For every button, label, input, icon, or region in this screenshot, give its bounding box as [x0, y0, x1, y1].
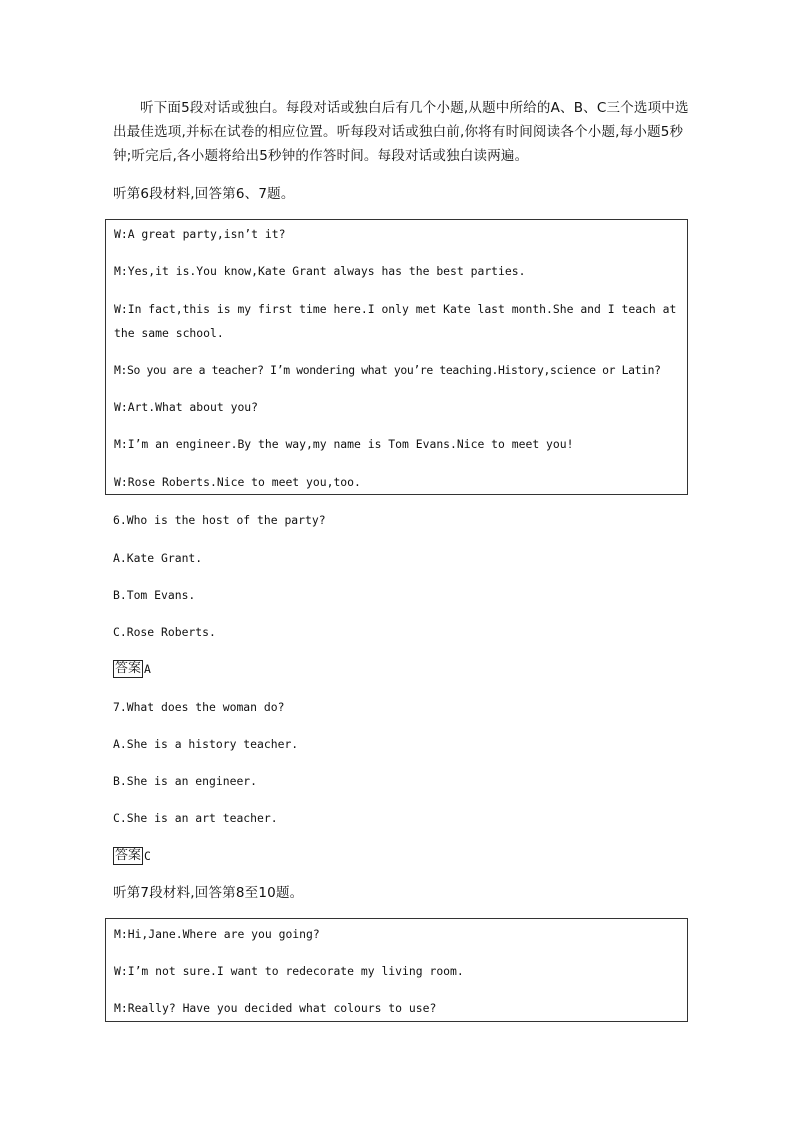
- question-6-option-b: B.Tom Evans.: [113, 588, 196, 602]
- dialogue-line: M:Yes,it is.You know,Kate Grant always has the best parties.: [114, 264, 526, 278]
- dialogue-line: M:Hi,Jane.Where are you going?: [114, 927, 320, 941]
- answer-label: 答案: [115, 848, 142, 863]
- answer-label: 答案: [115, 661, 142, 676]
- dialogue-line: M:Really? Have you decided what colours to use?: [114, 1001, 437, 1015]
- question-7-option-c: C.She is an art teacher.: [113, 811, 278, 825]
- section-6-transcript-box: [105, 219, 688, 495]
- question-7-stem: 7.What does the woman do?: [113, 700, 285, 714]
- answer-value: C: [144, 849, 151, 863]
- question-6-stem: 6.Who is the host of the party?: [113, 513, 326, 527]
- dialogue-line: W:In fact,this is my first time here.I only met Kate last month.She and I teach at the same school.: [114, 302, 677, 340]
- question-6-answer: [113, 660, 151, 678]
- section-7-heading: 听第7段材料,回答第8至10题。: [113, 885, 304, 901]
- question-6-option-c: C.Rose Roberts.: [113, 625, 216, 639]
- dialogue-line: M:So you are a teacher? I’m wondering what you’re teaching.History,science or Latin?: [114, 363, 661, 377]
- dialogue-line: W:Art.What about you?: [114, 400, 259, 414]
- question-7-answer: [113, 847, 151, 865]
- dialogue-line: W:I’m not sure.I want to redecorate my living room.: [114, 964, 464, 978]
- answer-value: A: [144, 662, 151, 676]
- question-7-option-a: A.She is a history teacher.: [113, 737, 299, 751]
- dialogue-line: W:Rose Roberts.Nice to meet you,too.: [114, 475, 361, 489]
- dialogue-line: M:I’m an engineer.By the way,my name is Tom Evans.Nice to meet you!: [114, 437, 574, 451]
- question-7-option-b: B.She is an engineer.: [113, 774, 258, 788]
- question-6-option-a: A.Kate Grant.: [113, 551, 203, 565]
- instructions-paragraph: 听下面5段对话或独白。每段对话或独白后有几个小题,从题中所给的A、B、C三个选项中选出最佳选项,并标在试卷的相应位置。听每段对话或独白前,你将有时间阅读各个小题,每小题5秒钟;听完后,各小题将给出5秒钟的作答时间。每段对话或独白读两遍。: [113, 100, 689, 164]
- dialogue-line: W:A great party,isn’t it?: [114, 227, 286, 241]
- section-7-transcript-box: [105, 918, 688, 1022]
- section-6-heading: 听第6段材料,回答第6、7题。: [113, 186, 295, 202]
